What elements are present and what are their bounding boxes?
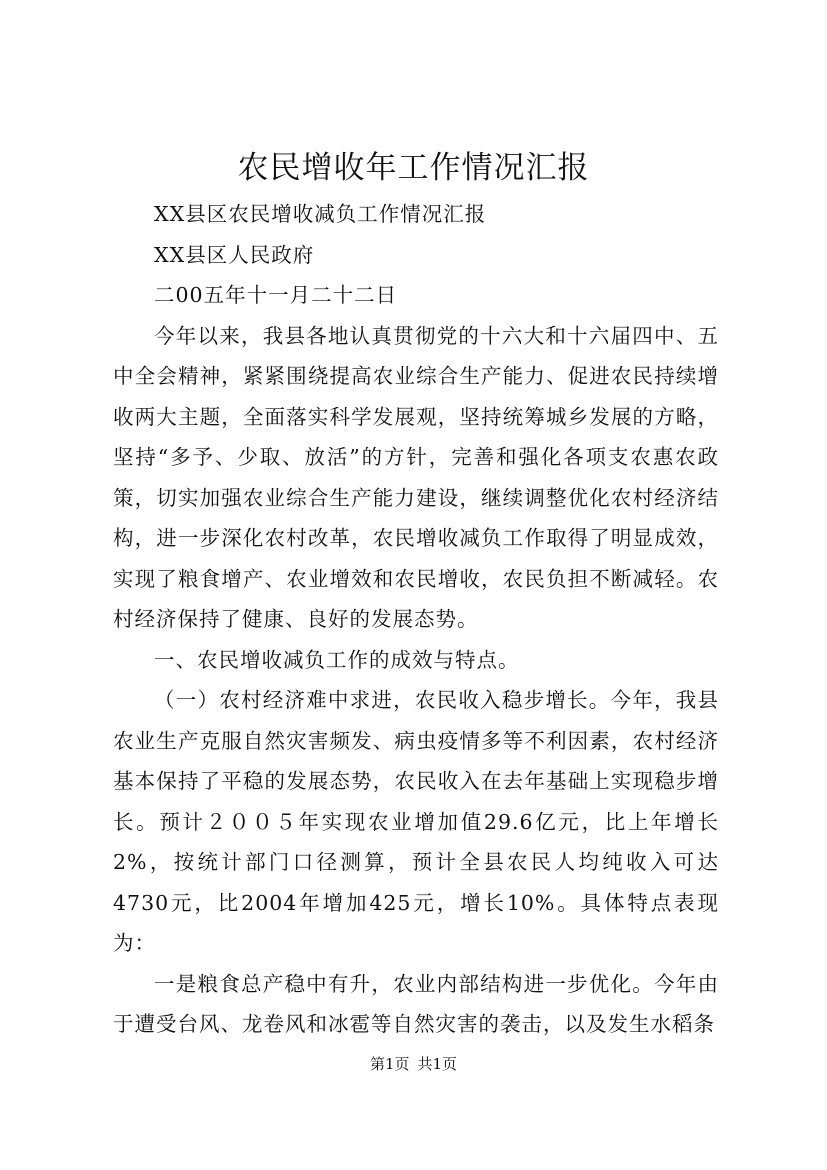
subsection-paragraph: （一）农村经济难中求进，农民收入稳步增长。今年，我县农业生产克服自然灾害频发、病虫疫情多等不利因素，农村经济基本保持了平稳的发展态势，农民收入在去年基础上实现稳步增长。预计２００５年实现农业增加值29.6亿元，比上年增长2%，按统计部门口径测算，预计全县农民人均纯收入可达4730元，比2004年增加425元，增长10%。具体特点表现为： <box>113 688 719 955</box>
report-heading: XX县区农民增收减负工作情况汇报 <box>154 202 487 226</box>
date-line: 二00五年十一月二十二日 <box>154 283 398 307</box>
document-body <box>113 194 719 1045</box>
page-footer <box>0 1054 827 1074</box>
section-heading: 一、农民增收减负工作的成效与特点。 <box>154 647 520 672</box>
issuer-line: XX县区人民政府 <box>154 242 315 267</box>
intro-paragraph: 今年以来，我县各地认真贯彻党的十六大和十六届四中、五中全会精神，紧紧围绕提高农业综合生产能力、促进农民持续增收两大主题，全面落实科学发展观，坚持统筹城乡发展的方略，坚持“多予、少取、放活”的方针，完善和强化各项支农惠农政策，切实加强农业综合生产能力建设，继续调整优化农村经济结构，进一步深化农村改革，农民增收减负工作取得了明显成效，实现了粮食增产、农业增效和农民增收，农民负担不断减轻。农村经济保持了健康、良好的发展态势。 <box>113 323 719 631</box>
page-number: 第1页 <box>369 1055 410 1073</box>
document-title: 农民增收年工作情况汇报 <box>237 150 590 186</box>
page-total: 共1页 <box>417 1055 458 1073</box>
point-paragraph: 一是粮食总产稳中有升，农业内部结构进一步优化。今年由于遭受台风、龙卷风和冰雹等自然灾害的袭击，以及发生水稻条 <box>113 971 719 1036</box>
